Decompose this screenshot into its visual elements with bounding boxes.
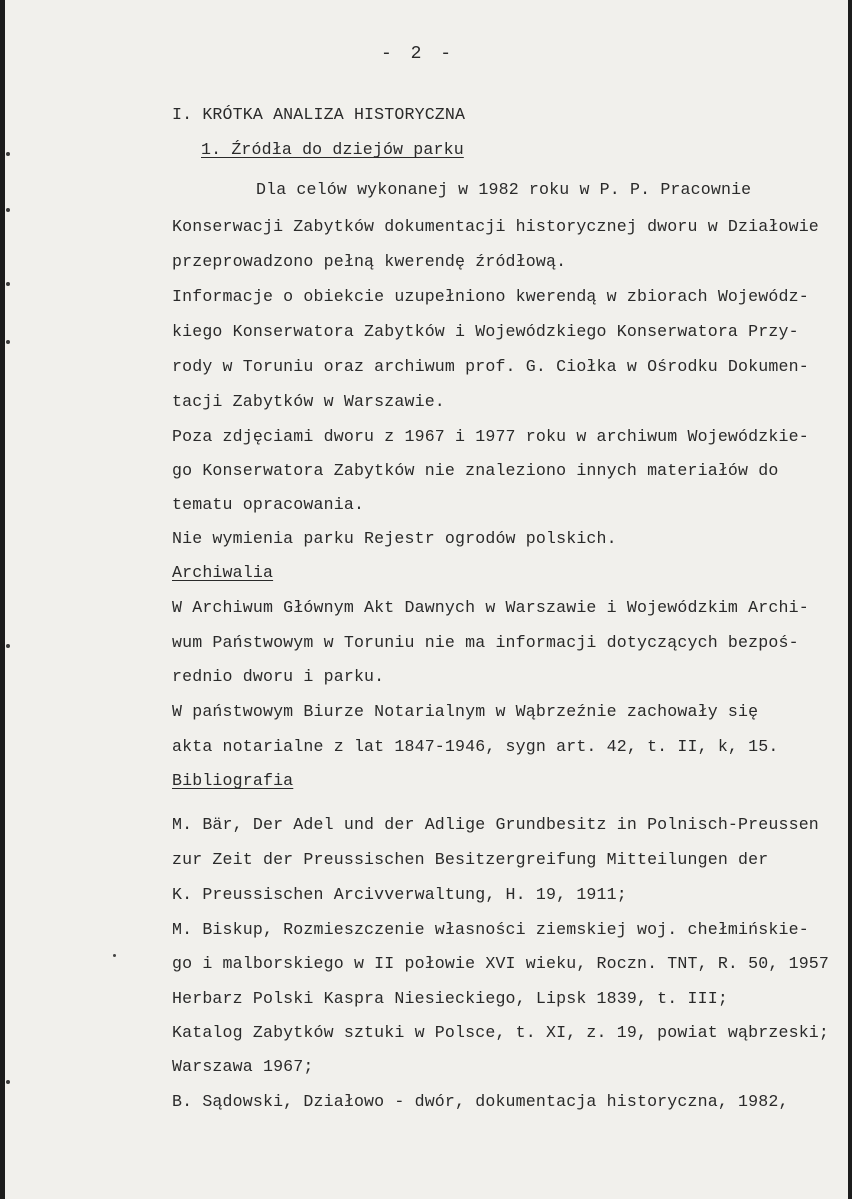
bibliography-entry: Katalog Zabytków sztuki w Polsce, t. XI, z. 19, powiat wąbrzeski; xyxy=(172,1023,830,1042)
bibliography-entry: M. Bär, Der Adel und der Adlige Grundbesitz in Polnisch-Preussen xyxy=(172,815,819,834)
paragraph-line: kiego Konserwatora Zabytków i Wojewódzkiego Konserwatora Przy- xyxy=(172,322,799,341)
paragraph-line: tematu opracowania. xyxy=(172,495,365,514)
margin-mark xyxy=(6,152,10,156)
bibliography-entry: M. Biskup, Rozmieszczenie własności ziemskiej woj. chełmińskie- xyxy=(172,920,809,939)
archiwalia-line: W państwowym Biurze Notarialnym w Wąbrzeźnie zachowały się xyxy=(172,702,759,721)
bibliography-entry: zur Zeit der Preussischen Besitzergreifung Mitteilungen der xyxy=(172,850,769,869)
archiwalia-line: wum Państwowym w Toruniu nie ma informacji dotyczących bezpoś- xyxy=(172,633,799,652)
scan-left-edge xyxy=(0,0,5,1199)
margin-mark xyxy=(113,954,116,957)
margin-mark xyxy=(6,208,10,212)
paragraph-line: Poza zdjęciami dworu z 1967 i 1977 roku w archiwum Wojewódzkie- xyxy=(172,427,809,446)
bibliography-entry: B. Sądowski, Działowo - dwór, dokumentacja historyczna, 1982, xyxy=(172,1092,789,1111)
bibliography-entry: K. Preussischen Arcivverwaltung, H. 19, 1911; xyxy=(172,885,627,904)
paragraph-line: Informacje o obiekcie uzupełniono kwerendą w zbiorach Wojewódz- xyxy=(172,287,809,306)
margin-mark xyxy=(6,1080,10,1084)
margin-mark xyxy=(6,644,10,648)
paragraph-line: rody w Toruniu oraz archiwum prof. G. Ciołka w Ośrodku Dokumen- xyxy=(172,357,809,376)
paragraph-line: go Konserwatora Zabytków nie znaleziono innych materiałów do xyxy=(172,461,779,480)
paragraph-line: przeprowadzono pełną kwerendę źródłową. xyxy=(172,252,567,271)
page-number: - 2 - xyxy=(381,44,456,64)
archiwalia-line: W Archiwum Głównym Akt Dawnych w Warszawie i Wojewódzkim Archi- xyxy=(172,598,809,617)
archiwalia-line: akta notarialne z lat 1847-1946, sygn art. 42, t. II, k, 15. xyxy=(172,737,779,756)
archiwalia-heading: Archiwalia xyxy=(172,563,274,582)
bibliography-entry: Herbarz Polski Kaspra Niesieckiego, Lipsk 1839, t. III; xyxy=(172,989,728,1008)
archiwalia-line: rednio dworu i parku. xyxy=(172,667,385,686)
scan-right-edge xyxy=(848,0,852,1199)
paragraph-line: Konserwacji Zabytków dokumentacji historycznej dworu w Działowie xyxy=(172,217,819,236)
margin-mark xyxy=(6,340,10,344)
margin-mark xyxy=(6,282,10,286)
paragraph-line: tacji Zabytków w Warszawie. xyxy=(172,392,445,411)
section-heading: I. KRÓTKA ANALIZA HISTORYCZNA xyxy=(172,105,466,124)
bibliography-entry: Warszawa 1967; xyxy=(172,1057,314,1076)
paragraph-line: Nie wymienia parku Rejestr ogrodów polskich. xyxy=(172,529,617,548)
paragraph-line: Dla celów wykonanej w 1982 roku w P. P. Pracownie xyxy=(256,180,752,199)
bibliografia-heading: Bibliografia xyxy=(172,771,294,790)
bibliography-entry: go i malborskiego w II połowie XVI wieku, Roczn. TNT, R. 50, 1957 xyxy=(172,954,830,973)
subsection-heading: 1. Źródła do dziejów parku xyxy=(201,140,464,159)
